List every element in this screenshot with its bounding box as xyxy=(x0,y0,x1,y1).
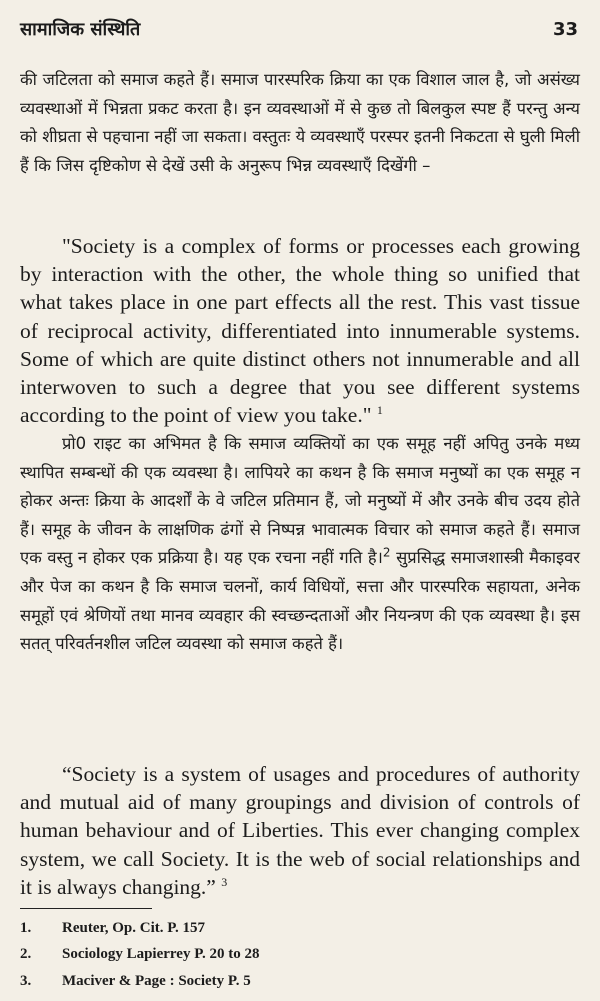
english-quote-1 xyxy=(20,232,580,429)
footnote-ref-1: 1 xyxy=(376,403,383,418)
page-number: 33 xyxy=(552,18,578,40)
footnote-text: Reuter, Op. Cit. P. 157 xyxy=(62,919,206,936)
hindi-paragraph-2 xyxy=(20,430,580,659)
footnote-item xyxy=(20,968,580,995)
hindi-paragraph-1: की जटिलता को समाज कहते हैं। समाज पारस्परिक क्रिया का एक विशाल जाल है, जो असंख्य व्यवस्थाओं में भिन्नता प्रकट करता है। इन व्यवस्थाओं में से कुछ तो बिलकुल स्पष्ट हैं परन्तु अन्य को शीघ्रता से पहचाना नहीं जा सकता। वस्तुतः ये व्यवस्थाएँ परस्पर इतनी निकटता से घुली मिली हैं कि जिस दृष्टिकोण से देखें उसी के अनुरूप भिन्न व्यवस्थाएँ दिखेंगी – xyxy=(20,70,580,175)
footnote-ref-3: 3 xyxy=(221,874,228,889)
footnote-text: Sociology Lapierrey P. 20 to 28 xyxy=(62,946,260,963)
english-quote-1-text: "Society is a complex of forms or processes each growing by interaction with the other, the whole thing so unified that what takes place in one part effects all the rest. This vast tissue of reciprocal activity, differentiated into innumerable systems. Some of which are quite distinct others not innumerable and all interwoven to such a degree that you see different systems according to the point of view you take." xyxy=(20,234,580,428)
footnote-number: 1. xyxy=(20,919,32,936)
footnote-item xyxy=(20,942,580,969)
footnote-divider xyxy=(20,908,152,909)
page-header xyxy=(20,14,578,44)
footnote-number: 2. xyxy=(20,946,32,963)
footnote-ref-2: 2 xyxy=(382,545,391,560)
footnote-text: Maciver & Page : Society P. 5 xyxy=(62,972,251,989)
hindi-paragraph-2-text-b: सुप्रसिद्ध समाजशास्त्री मैकाइवर और पेज का कथन है कि समाज चलनों, कार्य विधियों, सत्ता और पारस्परिक सहायता, अनेक समूहों एवं श्रेणियों तथा मानव व्यवहार की स्वच्छन्दताओं और नियन्त्रण की एक व्यवस्था है। इस सतत् परिवर्तनशील जटिल व्यवस्था को समाज कहते हैं। xyxy=(20,548,581,654)
footnote-number: 3. xyxy=(20,972,32,989)
hindi-paragraph-2-text-a: प्रो0 राइट का अभिमत है कि समाज व्यक्तियों का एक समूह नहीं अपितु उनके मध्य स्थापित सम्बन्धों की एक व्यवस्था है। लापियरे का कथन है कि समाज मनुष्यों का एक समूह न होकर अन्तः क्रिया के आदर्शों के वे जटिल प्रतिमान हैं, जो मनुष्यों में और उनके बीच उदय होते हैं। समूह के जीवन के लाक्षणिक ढंगों से निष्पन्न भावात्मक विचार को समाज कहते हैं। समाज एक वस्तु न होकर एक प्रक्रिया है। यह एक रचना नहीं गति है। xyxy=(20,434,580,568)
footnote-list xyxy=(20,915,580,995)
chapter-title: सामाजिक संस्थिति xyxy=(20,19,141,40)
english-quote-2-text: “Society is a system of usages and procedures of authority and mutual aid of many groupings and division of controls of human behaviour and of Liberties. This ever changing complex system, we call Society. It is the web of social relationships and it is always changing.” xyxy=(20,762,580,899)
english-quote-2 xyxy=(20,760,580,901)
footnote-item xyxy=(20,915,580,942)
